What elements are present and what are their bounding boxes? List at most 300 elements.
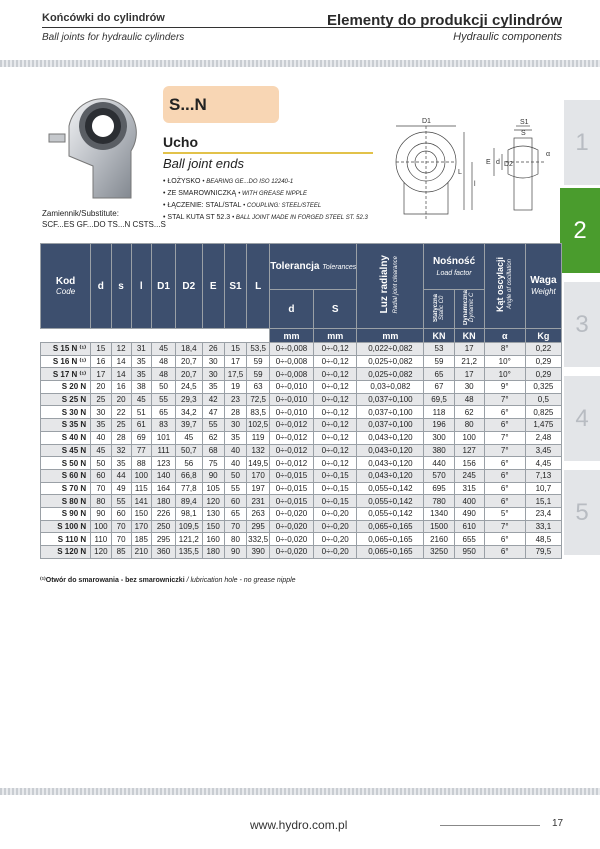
table-cell: 0÷-0,020 (270, 520, 314, 533)
table-cell: 14 (111, 355, 131, 368)
table-row (41, 495, 562, 508)
table-cell: 75 (202, 457, 224, 470)
table-cell: 80 (454, 419, 484, 432)
table-cell: 68 (202, 444, 224, 457)
table-header-row (41, 244, 562, 290)
table-cell: 40 (224, 457, 246, 470)
table-cell: 0,29 (525, 355, 561, 368)
table-cell: 132 (247, 444, 270, 457)
col-l: l (131, 244, 151, 329)
table-cell: 0÷-0,20 (313, 520, 357, 533)
table-cell: 0,025÷0,082 (357, 355, 424, 368)
table-cell: 0,065÷0,165 (357, 546, 424, 559)
table-cell: 135,5 (176, 546, 202, 559)
spec-table (40, 243, 562, 559)
table-cell: 53 (424, 343, 454, 356)
table-cell: 7° (484, 431, 525, 444)
table-cell: 0÷-0,020 (270, 546, 314, 559)
table-cell: 0,022÷0,082 (357, 343, 424, 356)
table-cell: 100 (91, 520, 111, 533)
table-cell: 6° (484, 406, 525, 419)
table-cell: 6° (484, 533, 525, 546)
feature-item: • ZE SMAROWNICZKĄ • WITH GREASE NIPPLE (163, 190, 307, 197)
chapter-subtitle: Hydraulic components (453, 31, 562, 43)
table-cell: 83,5 (247, 406, 270, 419)
table-cell: 0÷-0,015 (270, 495, 314, 508)
table-cell: 0÷-0,20 (313, 533, 357, 546)
table-cell: 20 (111, 393, 131, 406)
table-row (41, 533, 562, 546)
table-cell: 140 (152, 469, 176, 482)
feature-list (163, 176, 368, 224)
table-cell: 49 (111, 482, 131, 495)
col-load: Nośność Load factor (424, 244, 484, 290)
table-row (41, 507, 562, 520)
table-cell: 0÷-0,20 (313, 507, 357, 520)
table-cell: 0÷-0,12 (313, 406, 357, 419)
table-cell: 30 (91, 406, 111, 419)
table-cell: 0,065÷0,165 (357, 520, 424, 533)
table-cell: 24,5 (176, 381, 202, 394)
table-row (41, 457, 562, 470)
table-cell: 20,7 (176, 355, 202, 368)
table-cell: 35 (131, 355, 151, 368)
table-cell: 55 (152, 393, 176, 406)
table-cell: 156 (454, 457, 484, 470)
col-tol-s: S (313, 290, 357, 329)
table-cell: 20 (91, 381, 111, 394)
svg-text:D2: D2 (504, 161, 513, 168)
table-cell: 35 (91, 419, 111, 432)
table-cell: 17,5 (224, 368, 246, 381)
table-cell: 31 (131, 343, 151, 356)
table-cell: 70 (111, 533, 131, 546)
table-cell: 89,4 (176, 495, 202, 508)
table-cell: 6° (484, 482, 525, 495)
table-cell: S 80 N (41, 495, 91, 508)
table-row (41, 444, 562, 457)
table-cell: 45 (131, 393, 151, 406)
table-cell: 0÷-0,008 (270, 355, 314, 368)
technical-drawing (386, 104, 556, 224)
table-cell: 0,043÷0,120 (357, 431, 424, 444)
col-static: Statyczna Static C0 (424, 290, 454, 329)
product-photo (45, 86, 155, 206)
section-subtitle: Ball joints for hydraulic cylinders (42, 32, 185, 43)
table-cell: 695 (424, 482, 454, 495)
table-cell: 0÷-0,012 (270, 419, 314, 432)
table-cell: 110 (91, 533, 111, 546)
col-kod: Kod Code (41, 244, 91, 329)
svg-text:D1: D1 (422, 118, 431, 125)
table-cell: 0÷-0,12 (313, 368, 357, 381)
table-cell: 1340 (424, 507, 454, 520)
table-cell: 69,5 (424, 393, 454, 406)
table-cell: 44 (111, 469, 131, 482)
table-cell: 59 (247, 355, 270, 368)
table-cell: 39,7 (176, 419, 202, 432)
table-cell: 61 (131, 419, 151, 432)
table-cell: 111 (152, 444, 176, 457)
product-name-en: Ball joint ends (163, 156, 244, 171)
table-cell: 35 (224, 431, 246, 444)
table-cell: 48 (152, 355, 176, 368)
chapter-title: Elementy do produkcji cylindrów (326, 12, 562, 29)
tab-2[interactable]: 2 (560, 188, 600, 273)
table-cell: 62 (454, 406, 484, 419)
footer-stripe (0, 788, 600, 795)
table-cell: 0÷-0,020 (270, 507, 314, 520)
table-cell: 102,5 (248, 420, 269, 430)
table-cell: 0,025÷0,082 (357, 368, 424, 381)
table-cell: 8° (484, 343, 525, 356)
table-cell: 0÷-0,20 (313, 546, 357, 559)
table-cell: 48 (152, 368, 176, 381)
table-cell: 10° (484, 355, 525, 368)
table-cell: 72,5 (247, 393, 270, 406)
tab-4[interactable]: 4 (564, 376, 600, 461)
table-cell: 47 (202, 406, 224, 419)
table-cell: 7° (484, 393, 525, 406)
table-cell: 10,7 (525, 482, 561, 495)
table-cell: 0,22 (525, 343, 561, 356)
table-cell: 22 (111, 406, 131, 419)
table-cell: 70 (111, 520, 131, 533)
table-cell: S 90 N (41, 507, 91, 520)
table-cell: 164 (152, 482, 176, 495)
table-cell: 180 (152, 495, 176, 508)
table-cell: 45 (91, 444, 111, 457)
table-cell: 9° (484, 381, 525, 394)
product-name-underline (163, 152, 373, 154)
table-cell: 5° (484, 507, 525, 520)
table-cell: 32 (111, 444, 131, 457)
table-cell: S 30 N (41, 406, 91, 419)
product-code-box (163, 86, 279, 123)
table-cell: 65 (152, 406, 176, 419)
table-cell: S 16 N ⁽¹⁾ (41, 355, 91, 368)
product-code: S...N (169, 95, 207, 114)
tab-3[interactable]: 3 (564, 282, 600, 367)
table-cell: 28 (111, 431, 131, 444)
table-cell: 226 (152, 507, 176, 520)
table-cell: 197 (247, 482, 270, 495)
table-cell: 149,5 (248, 458, 269, 468)
table-cell: 0÷-0,010 (270, 381, 314, 394)
table-cell: 360 (152, 546, 176, 559)
table-cell: 53,5 (247, 343, 270, 356)
table-cell: 98,1 (176, 507, 202, 520)
tab-5[interactable]: 5 (564, 470, 600, 555)
table-cell: 100 (131, 469, 151, 482)
table-row (41, 520, 562, 533)
table-cell: 0÷-0,12 (313, 419, 357, 432)
col-d1: D1 (152, 244, 176, 329)
table-cell: 4,45 (525, 457, 561, 470)
table-cell: S 100 N (41, 520, 91, 533)
table-cell: 88 (131, 457, 151, 470)
table-cell: 0,055÷0,142 (357, 495, 424, 508)
table-cell: 55 (224, 482, 246, 495)
footer-divider (440, 825, 540, 826)
table-cell: 295 (247, 520, 270, 533)
table-cell: S 20 N (41, 381, 91, 394)
table-cell: 0÷-0,12 (313, 381, 357, 394)
table-cell: 25 (91, 393, 111, 406)
table-cell: 570 (424, 469, 454, 482)
table-cell: 170 (131, 520, 151, 533)
table-cell: 60 (111, 507, 131, 520)
table-cell: S 35 N (41, 419, 91, 432)
table-cell: 120 (91, 546, 111, 559)
table-cell: 0,043÷0,120 (357, 444, 424, 457)
table-cell: 67 (424, 381, 454, 394)
table-cell: 0÷-0,015 (270, 469, 314, 482)
table-cell: 6° (484, 495, 525, 508)
table-cell: 60 (224, 495, 246, 508)
table-cell: S 60 N (41, 469, 91, 482)
col-dynamic: Dynamiczna Dynamic C (454, 290, 484, 329)
svg-text:α: α (546, 151, 551, 158)
table-cell: 655 (454, 533, 484, 546)
table-cell: 0,043÷0,120 (357, 457, 424, 470)
col-weight: Waga Weight (525, 244, 561, 329)
table-cell: 7° (484, 444, 525, 457)
table-cell: 315 (454, 482, 484, 495)
svg-text:l: l (474, 181, 476, 188)
table-cell: 123 (152, 457, 176, 470)
table-cell: 6° (484, 419, 525, 432)
table-cell: 90 (91, 507, 111, 520)
table-cell: 0÷-0,12 (313, 431, 357, 444)
svg-text:S1: S1 (520, 119, 529, 126)
table-cell: 14 (111, 368, 131, 381)
tab-1[interactable]: 1 (564, 100, 600, 185)
col-s: s (111, 244, 131, 329)
table-cell: 0÷-0,020 (270, 533, 314, 546)
col-L: L (247, 244, 270, 329)
section-title: Końcówki do cylindrów (42, 12, 165, 24)
col-d2: D2 (176, 244, 202, 329)
header-divider-left (42, 27, 357, 28)
table-cell: 23 (224, 393, 246, 406)
table-cell: 610 (454, 520, 484, 533)
table-cell: 160 (202, 533, 224, 546)
col-d: d (91, 244, 111, 329)
table-row (41, 546, 562, 559)
table-cell: 127 (454, 444, 484, 457)
table-cell: 3,45 (525, 444, 561, 457)
table-cell: 490 (454, 507, 484, 520)
table-cell: S 70 N (41, 482, 91, 495)
table-cell: 0÷-0,012 (270, 431, 314, 444)
table-cell: 50 (224, 469, 246, 482)
table-cell: S 17 N ⁽¹⁾ (41, 368, 91, 381)
table-cell: 3250 (424, 546, 454, 559)
table-cell: 0,29 (525, 368, 561, 381)
table-cell: 45 (152, 343, 176, 356)
table-cell: 48,5 (525, 533, 561, 546)
table-cell: 20,7 (176, 368, 202, 381)
table-cell: 0÷-0,008 (270, 368, 314, 381)
table-cell: 400 (454, 495, 484, 508)
table-cell: 6° (484, 546, 525, 559)
table-cell: 40 (224, 444, 246, 457)
table-cell: S 15 N ⁽¹⁾ (41, 343, 91, 356)
header-stripe (0, 60, 600, 67)
table-cell: 170 (247, 469, 270, 482)
table-row (41, 469, 562, 482)
table-cell: 109,5 (176, 520, 202, 533)
table-cell: 70 (224, 520, 246, 533)
table-cell: 0÷-0,012 (270, 444, 314, 457)
table-cell: 17 (454, 343, 484, 356)
table-cell: 65 (224, 507, 246, 520)
table-cell: 50 (152, 381, 176, 394)
table-cell: 245 (454, 469, 484, 482)
table-cell: 300 (424, 431, 454, 444)
table-cell: 0÷-0,15 (313, 469, 357, 482)
table-cell: 0÷-0,12 (313, 355, 357, 368)
table-cell: 0,065÷0,165 (357, 533, 424, 546)
table-cell: 231 (247, 495, 270, 508)
table-cell: 196 (424, 419, 454, 432)
table-cell: 35 (202, 381, 224, 394)
footnote: ⁽¹⁾Otwór do smarowania - bez smarowniczki / lubrication hole - no grease nipple (40, 577, 296, 584)
table-cell: 23,4 (525, 507, 561, 520)
table-cell: S 110 N (41, 533, 91, 546)
table-cell: 0,037÷0,100 (357, 406, 424, 419)
table-cell: 42 (202, 393, 224, 406)
table-cell: 101 (152, 431, 176, 444)
col-angle: Kąt oscylacji Angle of oscillation (484, 244, 525, 329)
table-cell: 80 (91, 495, 111, 508)
table-cell: 0÷-0,15 (313, 495, 357, 508)
table-cell: 77 (131, 444, 151, 457)
table-cell: 0÷-0,12 (313, 457, 357, 470)
table-cell: 0÷-0,12 (313, 444, 357, 457)
table-row (41, 482, 562, 495)
table-cell: 83 (152, 419, 176, 432)
table-cell: 12 (111, 343, 131, 356)
table-cell: 30 (224, 419, 246, 432)
table-cell: 118 (424, 406, 454, 419)
table-cell: 1500 (424, 520, 454, 533)
table-cell: S 40 N (41, 431, 91, 444)
table-cell: 38 (131, 381, 151, 394)
table-cell: 70 (91, 482, 111, 495)
table-cell: 0÷-0,010 (270, 393, 314, 406)
table-cell: 65 (424, 368, 454, 381)
table-cell: 77,8 (176, 482, 202, 495)
col-tol-d: d (270, 290, 314, 329)
table-cell: 0÷-0,12 (313, 343, 357, 356)
table-cell: 63 (247, 381, 270, 394)
table-cell: 15 (91, 343, 111, 356)
feature-item: • STAL KUTA ST 52.3 • BALL JOINT MADE IN FORGED STEEL ST. 52.3 (163, 214, 368, 221)
table-cell: 2160 (424, 533, 454, 546)
table-cell: 50,7 (176, 444, 202, 457)
table-cell: 0,037÷0,100 (357, 393, 424, 406)
table-cell: 79,5 (525, 546, 561, 559)
table-cell: 0,5 (525, 393, 561, 406)
col-e: E (202, 244, 224, 329)
table-cell: 0,825 (525, 406, 561, 419)
feature-item: • ŁĄCZENIE: STAL/STAL • COUPLING: STEEL/STEEL (163, 202, 322, 209)
table-cell: 29,3 (176, 393, 202, 406)
table-cell: 10° (484, 368, 525, 381)
table-cell: 7,13 (525, 469, 561, 482)
table-row (41, 343, 562, 356)
table-cell: 250 (152, 520, 176, 533)
table-row (41, 393, 562, 406)
table-cell: 17 (91, 368, 111, 381)
table-cell: S 50 N (41, 457, 91, 470)
table-cell: 780 (424, 495, 454, 508)
table-cell: 59 (424, 355, 454, 368)
table-cell: 150 (131, 507, 151, 520)
table-cell: 30 (202, 355, 224, 368)
svg-text:d: d (496, 159, 500, 166)
col-s1: S1 (224, 244, 246, 329)
table-cell: 0÷-0,015 (270, 482, 314, 495)
table-cell: 141 (131, 495, 151, 508)
table-cell: 0,325 (525, 381, 561, 394)
table-cell: 16 (91, 355, 111, 368)
col-luz: Luz radialny Radial joint clearance (357, 244, 424, 329)
table-cell: 150 (202, 520, 224, 533)
table-cell: 17 (454, 368, 484, 381)
table-cell: 332,5 (248, 534, 269, 544)
table-cell: 0,043÷0,120 (357, 469, 424, 482)
table-cell: 15 (224, 343, 246, 356)
table-cell: 115 (131, 482, 151, 495)
table-cell: 33,1 (525, 520, 561, 533)
table-cell: 380 (424, 444, 454, 457)
product-name: Ucho (163, 134, 198, 150)
table-cell: 950 (454, 546, 484, 559)
table-cell: 119 (247, 431, 270, 444)
table-cell: 35 (131, 368, 151, 381)
table-cell: 15,1 (525, 495, 561, 508)
table-cell: 0÷-0,008 (270, 343, 314, 356)
table-cell: S 120 N (41, 546, 91, 559)
table-cell: 0÷-0,15 (313, 482, 357, 495)
units-row: mm mm mm KN KN α Kg (41, 329, 562, 343)
table-cell: 6° (484, 457, 525, 470)
table-cell: 85 (111, 546, 131, 559)
footer-url[interactable]: www.hydro.com.pl (250, 818, 348, 832)
table-cell: 60 (91, 469, 111, 482)
table-cell: 0,055÷0,142 (357, 507, 424, 520)
table-cell: 130 (202, 507, 224, 520)
table-row (41, 419, 562, 432)
table-cell: 40 (91, 431, 111, 444)
table-cell: 105 (202, 482, 224, 495)
table-cell: 0,03÷0,082 (357, 381, 424, 394)
table-cell: 120 (202, 495, 224, 508)
table-cell: 0÷-0,012 (270, 457, 314, 470)
table-cell: 51 (131, 406, 151, 419)
table-cell: 69 (131, 431, 151, 444)
table-cell: 390 (247, 546, 270, 559)
table-cell: 6° (484, 469, 525, 482)
table-cell: 30 (454, 381, 484, 394)
table-cell: 16 (111, 381, 131, 394)
substitutes: Zamiennik/Substitute: SCF...ES GF...DO TS...N CSTS...S (42, 209, 166, 229)
table-cell: 440 (424, 457, 454, 470)
table-row (41, 406, 562, 419)
